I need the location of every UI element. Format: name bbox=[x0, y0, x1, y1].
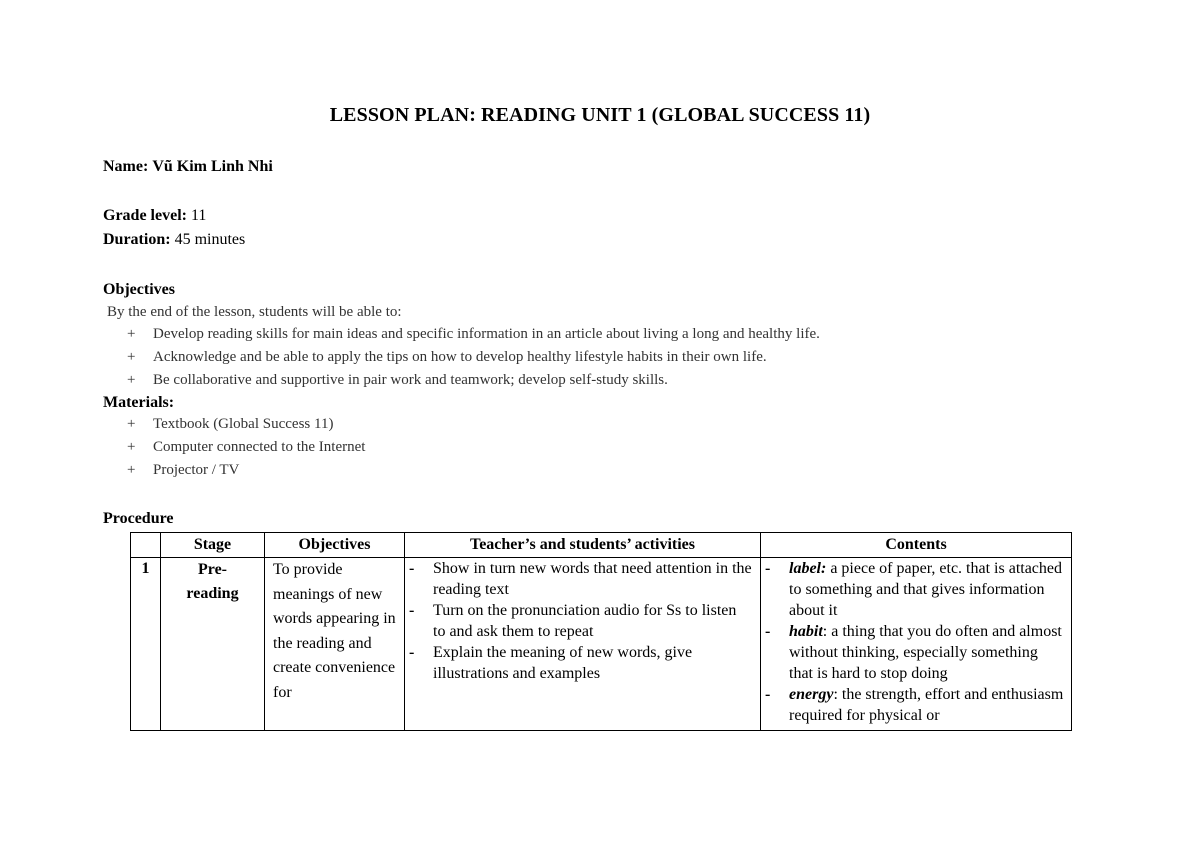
duration-line bbox=[103, 231, 245, 249]
vocabulary-list bbox=[761, 558, 1065, 726]
grade-value: 11 bbox=[190, 207, 207, 224]
plus-bullet-icon: + bbox=[127, 326, 136, 342]
duration-value: 45 minutes bbox=[174, 231, 246, 248]
vocabulary-item bbox=[761, 684, 1065, 726]
objective-item bbox=[127, 372, 668, 389]
activities-list bbox=[405, 558, 752, 684]
activity-item: - Turn on the pronunciation audio for Ss to listen to and ask them to repeat bbox=[405, 600, 752, 642]
name-label: Name: bbox=[103, 158, 149, 175]
objective-item bbox=[127, 349, 767, 366]
table-header-row bbox=[131, 533, 1072, 558]
activity-item: - Show in turn new words that need attention in the reading text bbox=[405, 558, 752, 600]
material-item bbox=[127, 416, 333, 433]
vocabulary-term: habit bbox=[789, 623, 823, 640]
plus-bullet-icon: + bbox=[127, 416, 136, 432]
row-objectives: To provide meanings of new words appearing in the reading and create convenience for bbox=[265, 558, 405, 731]
name-line bbox=[103, 158, 273, 176]
vocabulary-term: label: bbox=[789, 560, 827, 577]
vocabulary-definition: : the strength, effort and enthusiasm required for physical or bbox=[789, 686, 1064, 724]
grade-label: Grade level: bbox=[103, 207, 187, 224]
table-row bbox=[131, 558, 1072, 731]
vocabulary-term: energy bbox=[789, 686, 834, 703]
material-item bbox=[127, 462, 239, 479]
stage-line: reading bbox=[186, 585, 239, 602]
row-stage bbox=[161, 558, 265, 731]
column-header-stage: Stage bbox=[161, 533, 265, 558]
plus-bullet-icon: + bbox=[127, 439, 136, 455]
stage-line: Pre- bbox=[197, 561, 227, 578]
plus-bullet-icon: + bbox=[127, 372, 136, 388]
column-header-objectives: Objectives bbox=[265, 533, 405, 558]
vocabulary-item bbox=[761, 621, 1065, 684]
objective-text: Be collaborative and supportive in pair work and teamwork; develop self-study skills. bbox=[153, 372, 668, 388]
objective-text: Acknowledge and be able to apply the tips on how to develop healthy lifestyle habits in their own life. bbox=[153, 349, 767, 365]
column-header-number bbox=[131, 533, 161, 558]
row-contents bbox=[761, 558, 1072, 731]
material-text: Computer connected to the Internet bbox=[153, 439, 366, 455]
row-activities bbox=[405, 558, 761, 731]
procedure-heading: Procedure bbox=[103, 510, 174, 527]
vocabulary-item bbox=[761, 558, 1065, 621]
plus-bullet-icon: + bbox=[127, 462, 136, 478]
material-item bbox=[127, 439, 365, 456]
vocabulary-definition: : a thing that you do often and almost without thinking, especially something that is hard to stop doing bbox=[789, 623, 1062, 682]
objectives-heading: Objectives bbox=[103, 281, 175, 298]
duration-label: Duration: bbox=[103, 231, 171, 248]
objective-text: Develop reading skills for main ideas and specific information in an article about living a long and healthy life. bbox=[153, 326, 820, 342]
materials-heading: Materials: bbox=[103, 394, 175, 411]
material-text: Projector / TV bbox=[153, 462, 240, 478]
activity-item: - Explain the meaning of new words, give illustrations and examples bbox=[405, 642, 752, 684]
objectives-intro: By the end of the lesson, students will be able to: bbox=[107, 304, 402, 320]
row-number: 1 bbox=[131, 558, 161, 731]
objective-item bbox=[127, 326, 820, 343]
name-value: Vũ Kim Linh Nhi bbox=[152, 158, 273, 175]
column-header-activities: Teacher’s and students’ activities bbox=[405, 533, 761, 558]
procedure-table bbox=[130, 532, 1072, 731]
vocabulary-definition: a piece of paper, etc. that is attached to something and that gives information about it bbox=[789, 560, 1063, 619]
grade-line bbox=[103, 207, 206, 225]
page-title: LESSON PLAN: READING UNIT 1 (GLOBAL SUCCESS 11) bbox=[329, 104, 871, 126]
column-header-contents: Contents bbox=[761, 533, 1072, 558]
material-text: Textbook (Global Success 11) bbox=[153, 416, 334, 432]
plus-bullet-icon: + bbox=[127, 349, 136, 365]
